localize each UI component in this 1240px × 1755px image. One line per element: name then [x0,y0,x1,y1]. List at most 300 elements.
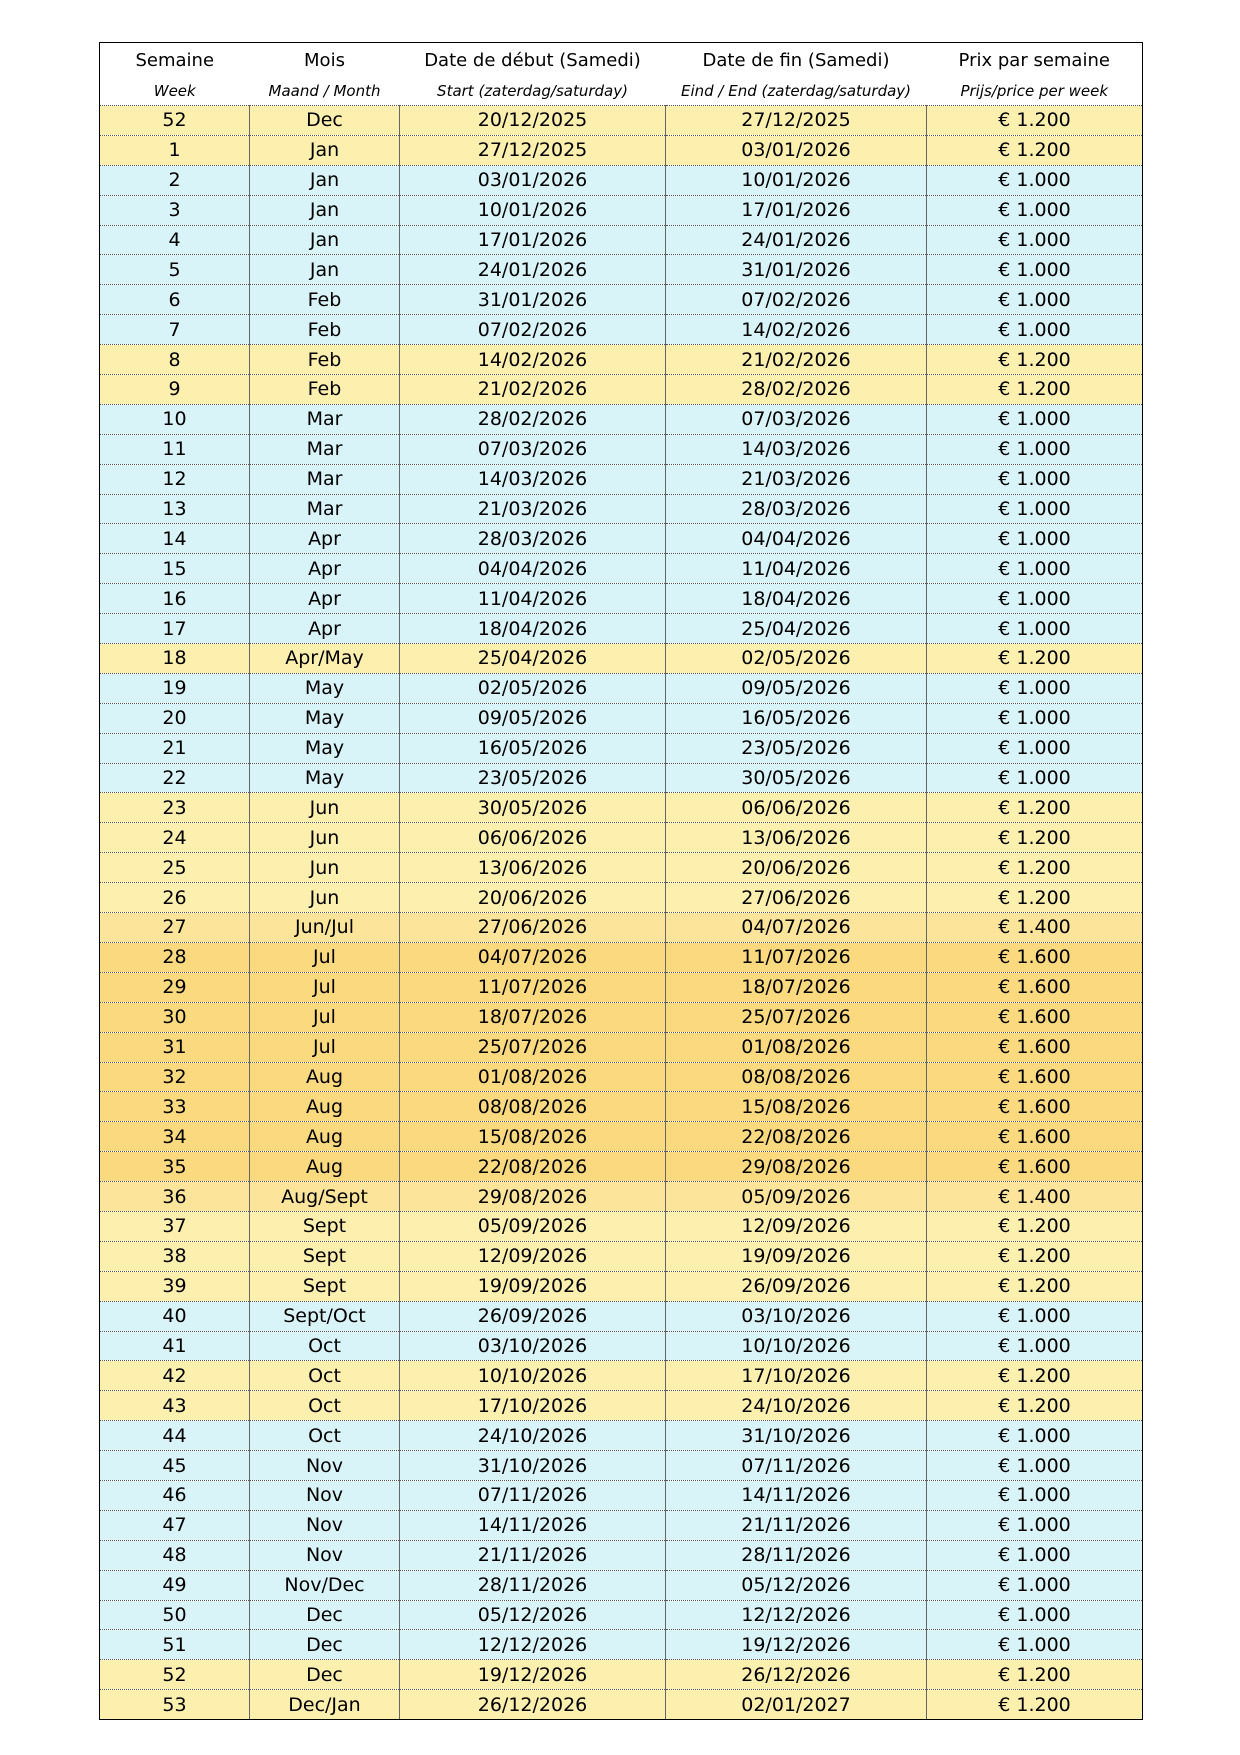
start-date-cell: 15/08/2026 [400,1122,666,1152]
month-cell: Nov [250,1510,400,1540]
month-cell: Dec [250,106,400,136]
price-cell: € 1.200 [927,375,1143,405]
end-date-cell: 29/08/2026 [666,1152,927,1182]
end-date-cell: 09/05/2026 [666,673,927,703]
week-cell: 34 [100,1122,250,1152]
header-month: Mois [250,43,400,78]
start-date-cell: 10/01/2026 [400,195,666,225]
start-date-cell: 17/10/2026 [400,1391,666,1421]
month-cell: Aug/Sept [250,1182,400,1212]
end-date-cell: 10/10/2026 [666,1331,927,1361]
month-cell: Sept [250,1241,400,1271]
start-date-cell: 03/10/2026 [400,1331,666,1361]
start-date-cell: 23/05/2026 [400,763,666,793]
price-cell: € 1.000 [927,165,1143,195]
table-row [100,255,1143,285]
price-cell: € 1.600 [927,1032,1143,1062]
price-cell: € 1.000 [927,673,1143,703]
end-date-cell: 31/01/2026 [666,255,927,285]
end-date-cell: 22/08/2026 [666,1122,927,1152]
price-cell: € 1.200 [927,853,1143,883]
start-date-cell: 14/03/2026 [400,464,666,494]
month-cell: Apr [250,614,400,644]
table-row [100,1361,1143,1391]
start-date-cell: 28/03/2026 [400,524,666,554]
start-date-cell: 14/11/2026 [400,1510,666,1540]
month-cell: Apr [250,554,400,584]
table-row [100,106,1143,136]
subheader-month: Maand / Month [268,82,381,100]
price-cell: € 1.600 [927,942,1143,972]
table-row [100,614,1143,644]
month-cell: Jul [250,972,400,1002]
header-start-date: Date de début (Samedi) [400,43,666,78]
table-row [100,1600,1143,1630]
month-cell: Nov [250,1451,400,1481]
start-date-cell: 24/01/2026 [400,255,666,285]
price-cell: € 1.000 [927,1630,1143,1660]
price-cell: € 1.400 [927,1182,1143,1212]
price-cell: € 1.200 [927,106,1143,136]
month-cell: Apr [250,584,400,614]
end-date-cell: 17/10/2026 [666,1361,927,1391]
price-cell: € 1.000 [927,494,1143,524]
table-body [100,106,1143,1720]
month-cell: Mar [250,464,400,494]
end-date-cell: 18/04/2026 [666,584,927,614]
end-date-cell: 26/12/2026 [666,1660,927,1690]
start-date-cell: 28/11/2026 [400,1570,666,1600]
end-date-cell: 30/05/2026 [666,763,927,793]
price-cell: € 1.200 [927,883,1143,913]
week-cell: 8 [100,345,250,375]
start-date-cell: 20/12/2025 [400,106,666,136]
start-date-cell: 07/03/2026 [400,434,666,464]
price-cell: € 1.000 [927,315,1143,345]
month-cell: Jul [250,1002,400,1032]
table-row [100,1152,1143,1182]
month-cell: Apr/May [250,644,400,674]
price-cell: € 1.000 [927,225,1143,255]
end-date-cell: 28/03/2026 [666,494,927,524]
end-date-cell: 14/03/2026 [666,434,927,464]
week-cell: 15 [100,554,250,584]
start-date-cell: 02/05/2026 [400,673,666,703]
month-cell: Jun [250,853,400,883]
end-date-cell: 11/07/2026 [666,942,927,972]
start-date-cell: 21/03/2026 [400,494,666,524]
week-cell: 10 [100,404,250,434]
week-cell: 41 [100,1331,250,1361]
month-cell: Dec [250,1660,400,1690]
start-date-cell: 18/07/2026 [400,1002,666,1032]
header-row-french [100,43,1143,78]
table-row [100,584,1143,614]
end-date-cell: 19/12/2026 [666,1630,927,1660]
table-row [100,225,1143,255]
start-date-cell: 26/09/2026 [400,1301,666,1331]
end-date-cell: 10/01/2026 [666,165,927,195]
end-date-cell: 12/12/2026 [666,1600,927,1630]
end-date-cell: 23/05/2026 [666,733,927,763]
header-week: Semaine [100,43,250,78]
week-cell: 5 [100,255,250,285]
price-cell: € 1.200 [927,135,1143,165]
start-date-cell: 11/04/2026 [400,584,666,614]
price-cell: € 1.000 [927,763,1143,793]
week-cell: 20 [100,703,250,733]
week-cell: 25 [100,853,250,883]
week-cell: 36 [100,1182,250,1212]
table-row [100,1480,1143,1510]
week-cell: 53 [100,1690,250,1720]
price-cell: € 1.600 [927,1122,1143,1152]
table-row [100,763,1143,793]
week-cell: 42 [100,1361,250,1391]
end-date-cell: 26/09/2026 [666,1271,927,1301]
table-row [100,1122,1143,1152]
end-date-cell: 05/12/2026 [666,1570,927,1600]
price-cell: € 1.000 [927,614,1143,644]
price-cell: € 1.600 [927,1002,1143,1032]
week-cell: 17 [100,614,250,644]
week-cell: 1 [100,135,250,165]
week-cell: 47 [100,1510,250,1540]
start-date-cell: 04/07/2026 [400,942,666,972]
end-date-cell: 03/10/2026 [666,1301,927,1331]
end-date-cell: 28/02/2026 [666,375,927,405]
table-row [100,1690,1143,1720]
week-cell: 9 [100,375,250,405]
month-cell: Mar [250,434,400,464]
month-cell: Jan [250,195,400,225]
month-cell: Feb [250,375,400,405]
start-date-cell: 08/08/2026 [400,1092,666,1122]
price-cell: € 1.200 [927,1211,1143,1241]
price-cell: € 1.000 [927,1480,1143,1510]
end-date-cell: 04/04/2026 [666,524,927,554]
end-date-cell: 21/03/2026 [666,464,927,494]
end-date-cell: 14/11/2026 [666,1480,927,1510]
month-cell: May [250,733,400,763]
end-date-cell: 25/07/2026 [666,1002,927,1032]
subheader-start-date: Start (zaterdag/saturday) [437,82,628,100]
price-cell: € 1.000 [927,733,1143,763]
table-row [100,913,1143,943]
month-cell: Jun [250,793,400,823]
start-date-cell: 20/06/2026 [400,883,666,913]
price-cell: € 1.000 [927,554,1143,584]
start-date-cell: 24/10/2026 [400,1421,666,1451]
week-cell: 23 [100,793,250,823]
start-date-cell: 26/12/2026 [400,1690,666,1720]
table-row [100,554,1143,584]
week-cell: 52 [100,1660,250,1690]
month-cell: Jan [250,255,400,285]
price-cell: € 1.000 [927,1570,1143,1600]
price-cell: € 1.200 [927,793,1143,823]
start-date-cell: 09/05/2026 [400,703,666,733]
table-row [100,1092,1143,1122]
table-row [100,195,1143,225]
price-cell: € 1.200 [927,1241,1143,1271]
price-cell: € 1.200 [927,1271,1143,1301]
end-date-cell: 13/06/2026 [666,823,927,853]
table-header [100,43,1143,106]
subheader-end-date: Eind / End (zaterdag/saturday) [680,82,912,100]
month-cell: Jun/Jul [250,913,400,943]
table-row [100,1660,1143,1690]
start-date-cell: 01/08/2026 [400,1062,666,1092]
end-date-cell: 18/07/2026 [666,972,927,1002]
month-cell: Nov [250,1540,400,1570]
end-date-cell: 24/01/2026 [666,225,927,255]
month-cell: Jul [250,942,400,972]
end-date-cell: 02/01/2027 [666,1690,927,1720]
table-row [100,1241,1143,1271]
week-cell: 13 [100,494,250,524]
start-date-cell: 21/02/2026 [400,375,666,405]
month-cell: May [250,703,400,733]
week-cell: 6 [100,285,250,315]
price-cell: € 1.000 [927,1510,1143,1540]
month-cell: Mar [250,404,400,434]
week-cell: 22 [100,763,250,793]
table-row [100,673,1143,703]
table-row [100,1062,1143,1092]
week-cell: 31 [100,1032,250,1062]
end-date-cell: 16/05/2026 [666,703,927,733]
start-date-cell: 13/06/2026 [400,853,666,883]
week-cell: 43 [100,1391,250,1421]
price-table [99,42,1143,1720]
price-cell: € 1.000 [927,434,1143,464]
table-row [100,1182,1143,1212]
week-cell: 7 [100,315,250,345]
price-cell: € 1.600 [927,1152,1143,1182]
month-cell: Nov [250,1480,400,1510]
table-row [100,1391,1143,1421]
table-row [100,823,1143,853]
week-cell: 49 [100,1570,250,1600]
week-cell: 4 [100,225,250,255]
table-row [100,165,1143,195]
table-row [100,793,1143,823]
table-row [100,315,1143,345]
price-cell: € 1.000 [927,1301,1143,1331]
end-date-cell: 07/03/2026 [666,404,927,434]
price-cell: € 1.600 [927,1092,1143,1122]
end-date-cell: 05/09/2026 [666,1182,927,1212]
start-date-cell: 31/10/2026 [400,1451,666,1481]
month-cell: Oct [250,1421,400,1451]
end-date-cell: 31/10/2026 [666,1421,927,1451]
month-cell: Sept [250,1271,400,1301]
price-cell: € 1.200 [927,1690,1143,1720]
table-row [100,1570,1143,1600]
start-date-cell: 31/01/2026 [400,285,666,315]
month-cell: Jan [250,225,400,255]
start-date-cell: 06/06/2026 [400,823,666,853]
month-cell: Mar [250,494,400,524]
table-row [100,1211,1143,1241]
table-row [100,1451,1143,1481]
table-row [100,972,1143,1002]
price-cell: € 1.600 [927,972,1143,1002]
week-cell: 21 [100,733,250,763]
price-cell: € 1.400 [927,913,1143,943]
end-date-cell: 12/09/2026 [666,1211,927,1241]
month-cell: Oct [250,1391,400,1421]
month-cell: Jun [250,883,400,913]
start-date-cell: 22/08/2026 [400,1152,666,1182]
start-date-cell: 25/07/2026 [400,1032,666,1062]
start-date-cell: 28/02/2026 [400,404,666,434]
end-date-cell: 06/06/2026 [666,793,927,823]
week-cell: 45 [100,1451,250,1481]
table-row [100,375,1143,405]
price-cell: € 1.200 [927,345,1143,375]
price-cell: € 1.200 [927,1391,1143,1421]
price-cell: € 1.000 [927,1600,1143,1630]
table-row [100,1421,1143,1451]
table-row [100,464,1143,494]
end-date-cell: 15/08/2026 [666,1092,927,1122]
start-date-cell: 05/12/2026 [400,1600,666,1630]
start-date-cell: 25/04/2026 [400,644,666,674]
week-cell: 29 [100,972,250,1002]
header-end-date: Date de fin (Samedi) [666,43,927,78]
table-row [100,644,1143,674]
price-cell: € 1.000 [927,1331,1143,1361]
month-cell: Feb [250,285,400,315]
table-row [100,1331,1143,1361]
subheader-week: Week [100,77,250,106]
start-date-cell: 30/05/2026 [400,793,666,823]
week-cell: 24 [100,823,250,853]
price-cell: € 1.000 [927,285,1143,315]
week-cell: 11 [100,434,250,464]
start-date-cell: 07/11/2026 [400,1480,666,1510]
week-cell: 33 [100,1092,250,1122]
start-date-cell: 14/02/2026 [400,345,666,375]
month-cell: Aug [250,1092,400,1122]
price-cell: € 1.200 [927,1361,1143,1391]
month-cell: Jan [250,135,400,165]
start-date-cell: 19/12/2026 [400,1660,666,1690]
end-date-cell: 14/02/2026 [666,315,927,345]
week-cell: 2 [100,165,250,195]
week-cell: 3 [100,195,250,225]
end-date-cell: 02/05/2026 [666,644,927,674]
table-row [100,494,1143,524]
week-cell: 46 [100,1480,250,1510]
price-cell: € 1.000 [927,1451,1143,1481]
table-row [100,285,1143,315]
end-date-cell: 28/11/2026 [666,1540,927,1570]
end-date-cell: 27/06/2026 [666,883,927,913]
table-row [100,345,1143,375]
price-cell: € 1.200 [927,1660,1143,1690]
week-cell: 37 [100,1211,250,1241]
month-cell: Sept/Oct [250,1301,400,1331]
month-cell: Jan [250,165,400,195]
month-cell: Feb [250,345,400,375]
month-cell: Aug [250,1152,400,1182]
start-date-cell: 04/04/2026 [400,554,666,584]
start-date-cell: 12/09/2026 [400,1241,666,1271]
end-date-cell: 03/01/2026 [666,135,927,165]
week-cell: 51 [100,1630,250,1660]
start-date-cell: 27/06/2026 [400,913,666,943]
end-date-cell: 24/10/2026 [666,1391,927,1421]
month-cell: May [250,673,400,703]
end-date-cell: 27/12/2025 [666,106,927,136]
week-cell: 26 [100,883,250,913]
header-row-subtitle [100,77,1143,106]
week-cell: 38 [100,1241,250,1271]
start-date-cell: 12/12/2026 [400,1630,666,1660]
price-cell: € 1.200 [927,644,1143,674]
start-date-cell: 19/09/2026 [400,1271,666,1301]
end-date-cell: 21/11/2026 [666,1510,927,1540]
start-date-cell: 10/10/2026 [400,1361,666,1391]
start-date-cell: 05/09/2026 [400,1211,666,1241]
table-row [100,434,1143,464]
month-cell: Dec [250,1630,400,1660]
month-cell: Nov/Dec [250,1570,400,1600]
table-row [100,703,1143,733]
week-cell: 28 [100,942,250,972]
month-cell: Feb [250,315,400,345]
start-date-cell: 17/01/2026 [400,225,666,255]
month-cell: Oct [250,1331,400,1361]
start-date-cell: 16/05/2026 [400,733,666,763]
price-cell: € 1.600 [927,1062,1143,1092]
table-row [100,135,1143,165]
start-date-cell: 29/08/2026 [400,1182,666,1212]
week-cell: 19 [100,673,250,703]
end-date-cell: 04/07/2026 [666,913,927,943]
table-row [100,1002,1143,1032]
end-date-cell: 07/02/2026 [666,285,927,315]
start-date-cell: 11/07/2026 [400,972,666,1002]
week-cell: 32 [100,1062,250,1092]
price-cell: € 1.000 [927,1540,1143,1570]
price-cell: € 1.000 [927,584,1143,614]
start-date-cell: 18/04/2026 [400,614,666,644]
week-cell: 35 [100,1152,250,1182]
end-date-cell: 07/11/2026 [666,1451,927,1481]
end-date-cell: 20/06/2026 [666,853,927,883]
start-date-cell: 27/12/2025 [400,135,666,165]
month-cell: May [250,763,400,793]
week-cell: 48 [100,1540,250,1570]
price-cell: € 1.000 [927,255,1143,285]
week-cell: 16 [100,584,250,614]
table-row [100,1510,1143,1540]
price-cell: € 1.000 [927,524,1143,554]
week-cell: 44 [100,1421,250,1451]
table-row [100,942,1143,972]
table-row [100,524,1143,554]
month-cell: Dec [250,1600,400,1630]
month-cell: Aug [250,1122,400,1152]
price-cell: € 1.000 [927,464,1143,494]
table-row [100,404,1143,434]
table-row [100,1301,1143,1331]
end-date-cell: 21/02/2026 [666,345,927,375]
